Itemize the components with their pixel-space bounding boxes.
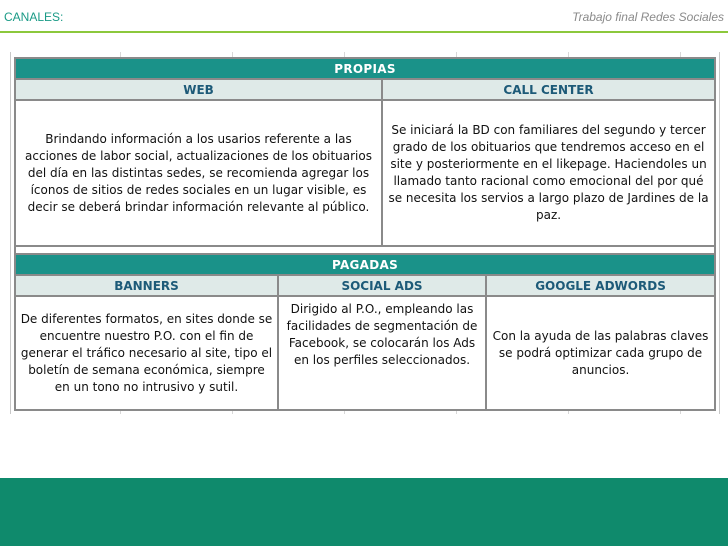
call-center-description: Se iniciará la BD con familiares del segundo y tercer grado de los obituarios que tendremos acceso en el site y posteriormente en el likepage. Haciendoles un llamado tanto racional como emocional del por qué se necesita los servios a largo plazo de Jardines de la paz. — [382, 100, 715, 246]
column-header-call-center: CALL CENTER — [382, 79, 715, 100]
column-header-social-ads: SOCIAL ADS — [278, 275, 486, 296]
google-adwords-description: Con la ayuda de las palabras claves se podrá optimizar cada grupo de anuncios. — [486, 296, 715, 410]
slide-title: CANALES: — [4, 10, 64, 24]
social-ads-description: Dirigido al P.O., empleando las facilidades de segmentación de Facebook, se colocarán los Ads en los perfiles seleccionados. — [278, 296, 486, 410]
footer-band — [0, 478, 728, 546]
column-header-banners: BANNERS — [15, 275, 278, 296]
table-spacer — [15, 246, 715, 254]
banners-description: De diferentes formatos, en sites donde se encuentre nuestro P.O. con el fin de generar el tráfico necesario al site, tipo el boletín de semana económica, siempre en un tono no intrusivo y sutil. — [15, 296, 278, 410]
header-rule — [0, 31, 728, 33]
column-header-web: WEB — [15, 79, 382, 100]
section-header-propias: PROPIAS — [15, 58, 715, 79]
slide-header — [0, 0, 728, 34]
web-description: Brindando información a los usarios referente a las acciones de labor social, actualizaciones de los obituarios del día en las distintas sedes, se recomienda agregar los íconos de sitios de redes sociales en un lugar visible, es decir se deberá brindar información relevante al público. — [15, 100, 382, 246]
slide-subtitle: Trabajo final Redes Sociales — [572, 10, 724, 24]
column-header-google-adwords: GOOGLE ADWORDS — [486, 275, 715, 296]
section-header-pagadas: PAGADAS — [15, 254, 715, 275]
channels-table — [14, 57, 716, 411]
